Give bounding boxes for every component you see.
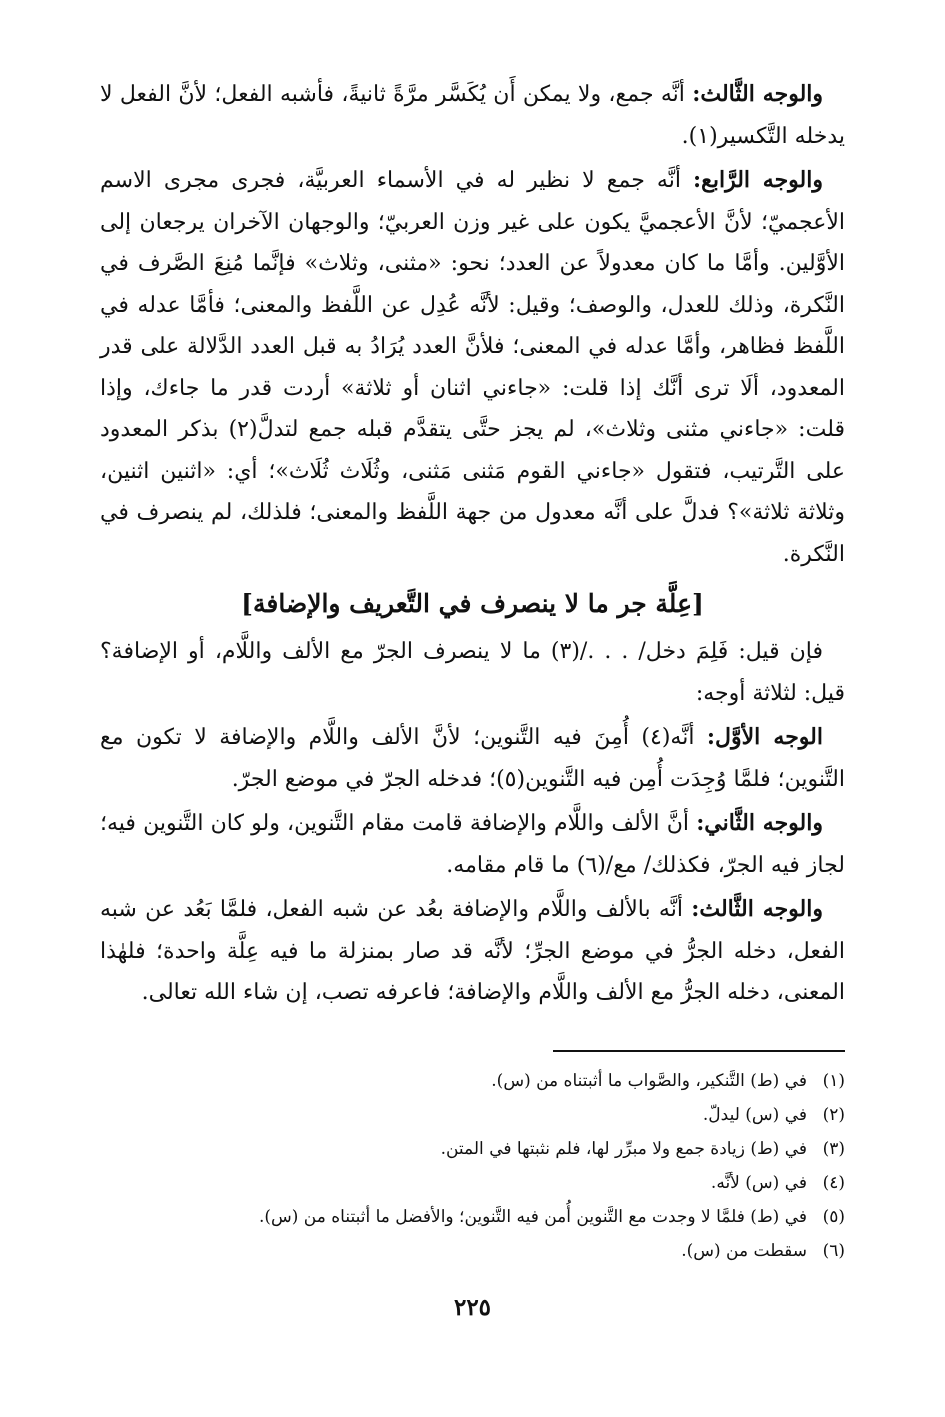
- paragraph-lead: والوجه الرَّابع:: [693, 167, 823, 193]
- footnote-number: (٦): [822, 1241, 845, 1261]
- footnote-number: (١): [822, 1071, 845, 1091]
- footnote-text: في (ط) التَّنكير، والصَّواب ما أثبتناه من (س).: [491, 1071, 807, 1091]
- paragraph-lead: الوجه الأوَّل:: [706, 724, 823, 750]
- paragraph-text: أنَّ الألف واللَّام والإضافة قامت مقام التَّنوين، ولو كان التَّنوين فيه؛ لجاز فيه الجرّ، فكذلك/ مع/(٦) ما قام مقامه.: [100, 811, 845, 878]
- page-number: ٢٢٥: [453, 1294, 492, 1321]
- footnote-item: [100, 1166, 845, 1200]
- paragraph-text: فإن قيل: فَلِمَ دخل/ . . ./(٣) ما لا ينصرف الجرّ مع الألف واللَّام، أو الإضافة؟ قيل: لثلاثة أوجه:: [100, 639, 845, 706]
- main-text: [100, 74, 845, 1017]
- paragraph-text: أنَّه جمع، ولا يمكن أَن يُكَسَّر مرَّةً ثانيةً، فأشبه الفعل؛ لأنَّ الفعل لا يدخله التَّكسير(١).: [100, 82, 845, 149]
- footnote-divider: [553, 1050, 845, 1052]
- footnote-text: سقطت من (س).: [681, 1241, 807, 1261]
- paragraph-text: أنَّه(٤) أُمِنَ فيه التَّنوين؛ لأنَّ الألف واللَّام والإضافة لا تكون مع التَّنوين؛ فلمَّا وُجِدَت أُمِن فيه التَّنوين(٥)؛ فدخله الجرّ في موضع الجرّ.: [100, 725, 845, 792]
- paragraph-text: أنَّه جمع لا نظير له في الأسماء العربيَّة، فجرى مجرى الاسم الأعجميّ؛ لأنَّ الأعجميَّ يكون على غير وزن العربيّ؛ والوجهان الآخران يرجعان إلى الأوَّلين. وأمَّا ما كان معدولاً عن العدد؛ نحو: «مثنى، وثلاث» فإنَّما مُنِعَ الصَّرف في النَّكرة، وذلك للعدل، والوصف؛ وقيل: لأنَّه عُدِل عن اللَّفظ والمعنى؛ فأمَّا عدله في اللَّفظ فظاهر، وأمَّا عدله في المعنى؛ فلأنَّ العدد يُرَادُ به قبل العدد الدَّلالة على قدر المعدود، ألَا ترى أنَّك إذا قلت: «جاءني اثنان أو ثلاثة» أردت قدر ما جاءك، وإذا قلت: «جاءني مثنى وثلاث»، لم يجز حتَّى يتقدَّم قبله جمع لتدلَّ(٢) بذكر المعدود على التَّرتيب، فتقول «جاءني القوم مَثنى مَثنى، وثُلَاث ثُلَاث»؛ أي: «اثنين اثنين، وثلاثة ثلاثة»؟ فدلَّ على أنَّه معدول من جهة اللَّفظ والمعنى؛ فلذلك، لم ينصرف في النَّكرة.: [100, 168, 845, 567]
- paragraph-fourth-aspect: [100, 160, 845, 575]
- footnote-number: (٥): [822, 1207, 845, 1227]
- paragraph-text: أنَّه بالألف واللَّام والإضافة بعُد عن شبه الفعل، فلمَّا بَعُد عن شبه الفعل، دخله الجرُّ في موضع الجرِّ؛ لأنَّه قد صار بمنزلة ما فيه عِلَّة واحدة؛ فلهٰذا المعنى، دخله الجرُّ مع الألف واللَّام والإضافة؛ فاعرفه تصب، إن شاء الله تعالى.: [100, 897, 845, 1005]
- footnote-number: (٢): [822, 1105, 845, 1125]
- footnote-text: في (س) لأنَّه.: [710, 1173, 807, 1193]
- paragraph-second-aspect: [100, 803, 845, 886]
- paragraph-lead: والوجه الثَّالث:: [692, 81, 824, 107]
- footnote-number: (٣): [822, 1139, 845, 1159]
- footnote-text: في (ط) زيادة جمع ولا مبرِّر لها، فلم نثبتها في المتن.: [440, 1139, 807, 1159]
- paragraph-first-aspect: [100, 717, 845, 800]
- footnote-item: [100, 1234, 845, 1268]
- section-heading: [عِلَّة جر ما لا ينصرف في التَّعريف والإضافة]: [241, 589, 704, 618]
- footnote-item: [100, 1132, 845, 1166]
- paragraph-third-aspect-2: [100, 889, 845, 1014]
- footnote-item: [100, 1098, 845, 1132]
- footnotes-list: [100, 1064, 845, 1268]
- paragraph-question: [100, 631, 845, 714]
- footnote-item: [100, 1200, 845, 1234]
- paragraph-lead: والوجه الثَّاني:: [696, 810, 823, 836]
- paragraph-third-aspect: [100, 74, 845, 157]
- footnote-number: (٤): [822, 1173, 845, 1193]
- footnote-text: في (ط) فلمَّا لا وجدت مع التَّنوين أُمن فيه التَّنوين؛ والأفضل ما أثبتناه من (س).: [258, 1207, 807, 1227]
- footnote-text: في (س) ليدلّ.: [702, 1105, 807, 1125]
- paragraph-lead: والوجه الثَّالث:: [691, 896, 823, 922]
- footnote-item: [100, 1064, 845, 1098]
